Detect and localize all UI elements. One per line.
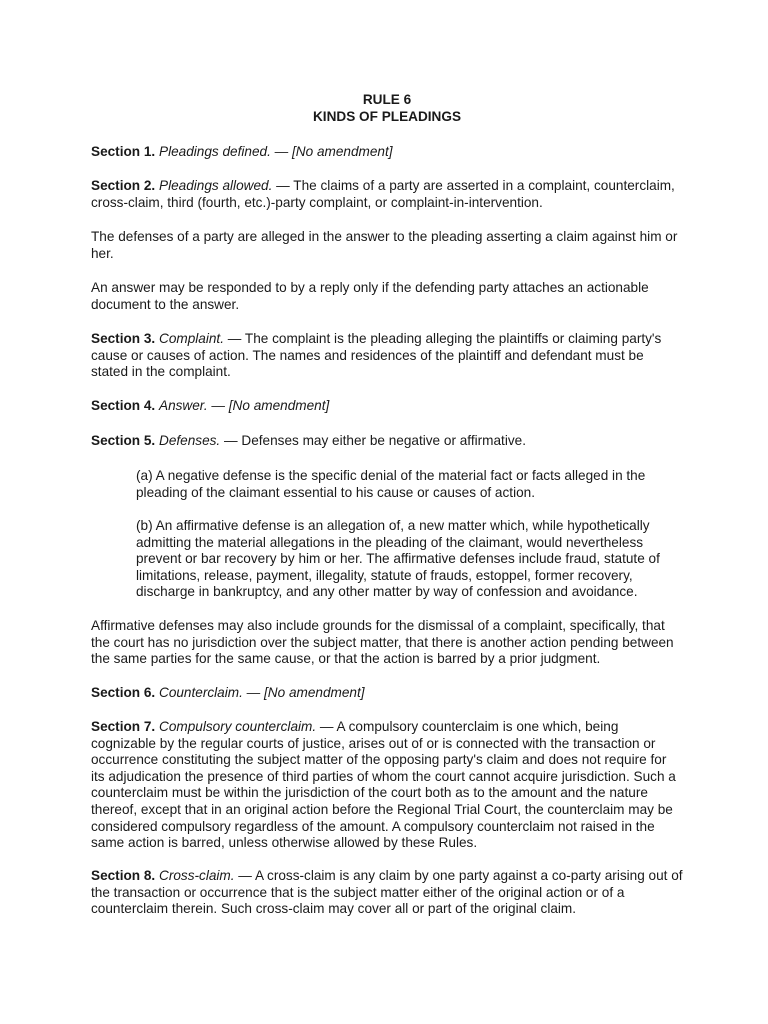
section-dash: — [270,144,293,159]
section-title: Compulsory counterclaim. [159,719,317,734]
section-title: Cross-claim. [159,868,235,883]
section-label: Section 4. [91,398,156,413]
section-2-paragraph-3: An answer may be responded to by a reply only if the defending party attaches an actionable document to the answer. [91,280,649,312]
section-title: Pleadings allowed. [159,178,273,193]
section-label: Section 8. [91,868,156,883]
section-text: A compulsory counterclaim is one which, being cognizable by the regular courts of justice, arises out of or is connected with the transaction or occurrence constituting the subject matter of the opposing party's claim and does not require for its adjudication the presence of third parties of whom the court cannot acquire jurisdiction. Such a counterclaim must be within the jurisdiction of the court both as to the amount and the nature thereof, except that in an original action before the Regional Trial Court, the counterclaim may be considered compulsory regardless of the amount. A compulsory counterclaim not raised in the same action is barred, unless otherwise allowed by these Rules. [91,719,676,851]
section-2-paragraph-2: The defenses of a party are alleged in the answer to the pleading asserting a claim against him or her. [91,229,678,261]
section-dash: — [234,868,255,883]
section-6 [91,685,683,702]
section-label: Section 6. [91,685,156,700]
section-3 [91,331,683,381]
section-dash: — [220,433,242,448]
section-dash: — [223,331,245,346]
section-title: Answer. [159,398,208,413]
section-label: Section 7. [91,719,156,734]
section-5-item-a: (a) A negative defense is the specific denial of the material fact or facts alleged in the pleading of the claimant essential to his cause or causes of action. [136,468,646,500]
section-label: Section 1. [91,144,156,159]
section-note: [No amendment] [264,685,365,700]
section-text: The complaint is the pleading alleging the plaintiffs or claiming party's cause or causes of action. The names and residences of the plaintiff and defendant must be stated in the complaint. [91,331,662,380]
section-5-item-b: (b) An affirmative defense is an allegation of, a new matter which, while hypothetically admitting the material allegations in the pleading of the claimant, would nevertheless prevent or bar recovery by him or her. The affirmative defenses include fraud, statute of limitations, release, payment, illegality, statute of frauds, estoppel, former recovery, discharge in bankruptcy, and any other matter by way of confession and avoidance. [136,518,660,600]
rule-number: RULE 6 [362,92,412,107]
section-7 [91,719,683,852]
section-label: Section 5. [91,433,156,448]
section-1 [91,144,683,161]
section-title: Defenses. [159,433,221,448]
section-title: Counterclaim. [159,685,243,700]
section-note: [No amendment] [228,398,330,413]
section-label: Section 2. [91,178,156,193]
section-dash: — [272,178,294,193]
rule-title: KINDS OF PLEADINGS [312,109,462,124]
section-8 [91,868,683,918]
section-2 [91,178,683,211]
section-title: Complaint. [159,331,224,346]
section-note: [No amendment] [292,144,393,159]
section-label: Section 3. [91,331,156,346]
section-5-paragraph-after: Affirmative defenses may also include grounds for the dismissal of a complaint, specifically, that the court has no jurisdiction over the subject matter, that there is another action pending between the same parties for the same cause, or that the action is barred by a prior judgment. [91,618,674,667]
section-dash: — [242,685,265,700]
section-dash: — [207,398,229,413]
section-text: The claims of a party are asserted in a complaint, counterclaim, cross-claim, third (fourth, etc.)-party complaint, or complaint-in-intervention. [91,178,675,210]
section-title: Pleadings defined. [159,144,271,159]
section-4 [91,398,683,415]
rule-heading [91,91,683,125]
section-text: Defenses may either be negative or affirmative. [241,433,526,448]
section-dash: — [316,719,337,734]
section-5 [91,433,683,450]
section-text: A cross-claim is any claim by one party against a co-party arising out of the transaction or occurrence that is the subject matter either of the original action or of a counterclaim therein. Such cross-claim may cover all or part of the original claim. [91,868,683,917]
